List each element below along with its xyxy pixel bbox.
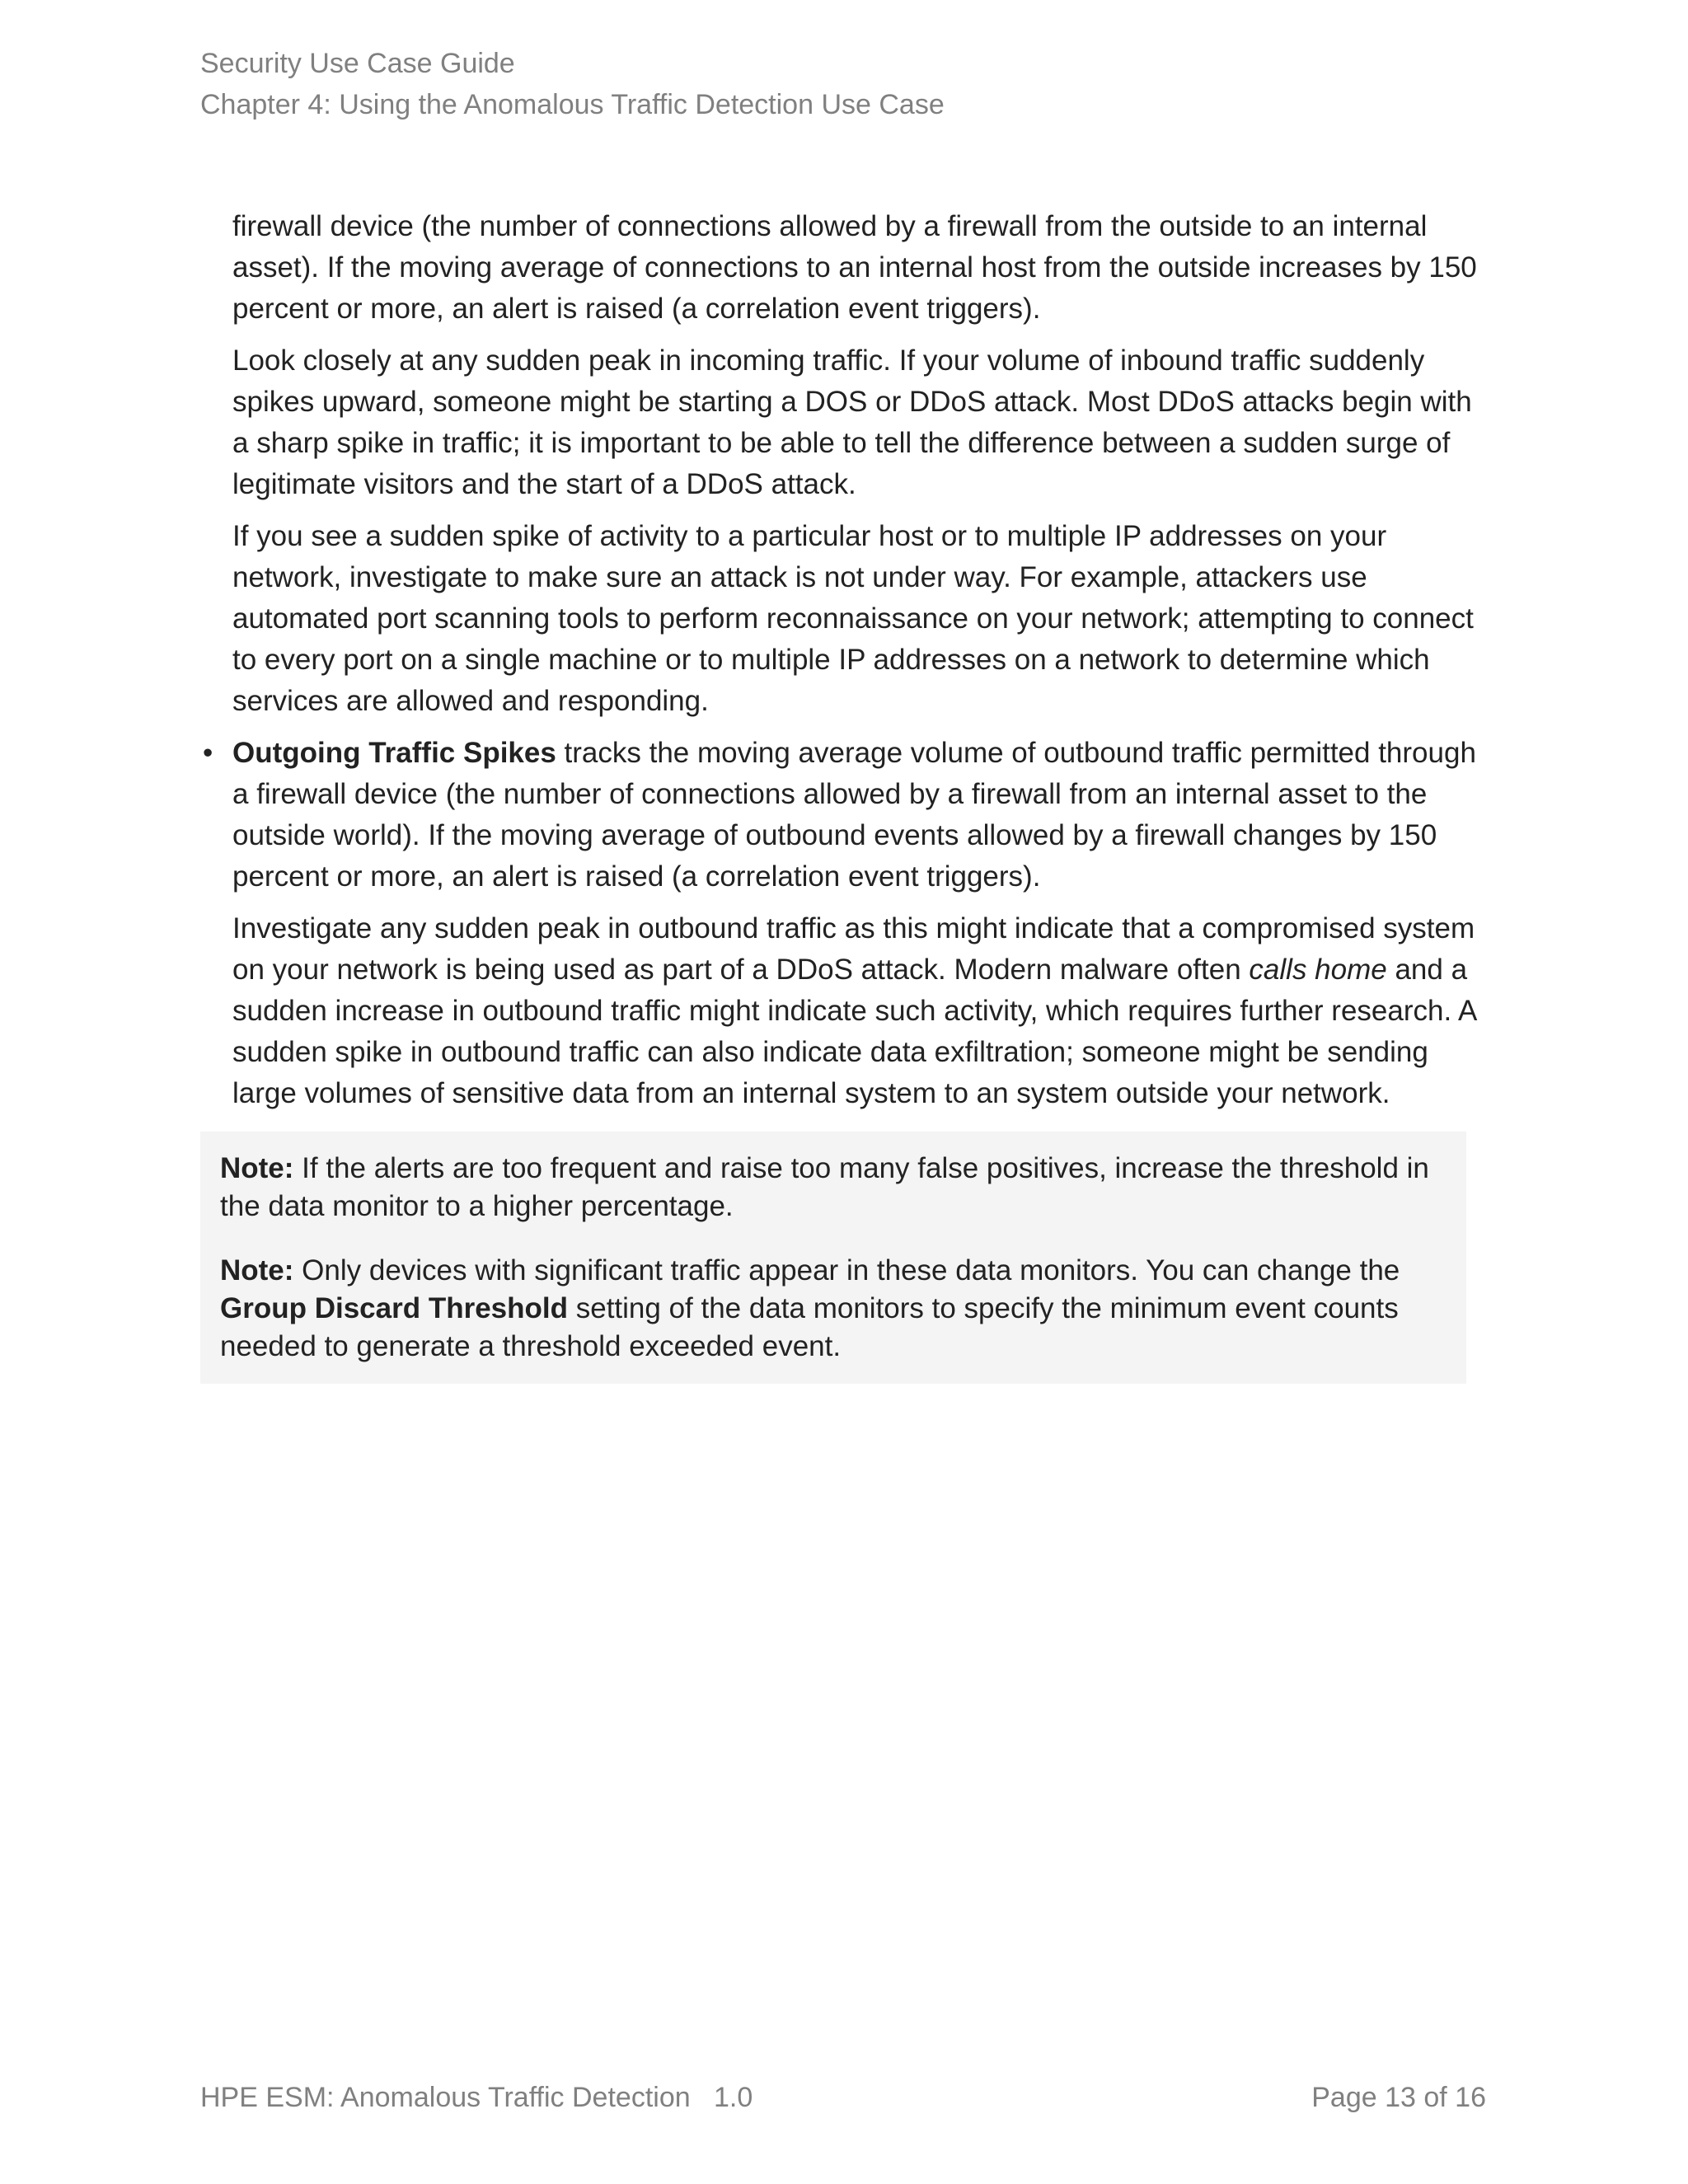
note-text: If the alerts are too frequent and raise too many false positives, increase the threshold in the data monitor to a higher percentage. [220, 1152, 1429, 1222]
bullet-text: tracks the moving average volume of outbound traffic permitted through a firewall device (the number of connections allowed by a firewall from an internal asset to the outside world). If the moving average of outbound events allowed by a firewall changes by 150 percent or more, an alert is raised (a correlation event triggers). [232, 737, 1476, 893]
paragraph-incoming-peak: Look closely at any sudden peak in incoming traffic. If your volume of inbound traffic suddenly spikes upward, someone might be starting a DOS or DDoS attack. Most DDoS attacks begin with a sharp spike in traffic; it is important to be able to tell the difference between a sudden surge of legitimate visitors and the start of a DDoS attack. [232, 344, 1472, 500]
note-setting-name: Group Discard Threshold [220, 1292, 568, 1324]
outgoing-text-before: Investigate any sudden peak in outbound traffic as this might indicate that a compromised system on your network is being used as part of a DDoS attack. Modern malware often [232, 912, 1475, 986]
chapter-title: Chapter 4: Using the Anomalous Traffic Detection Use Case [200, 89, 945, 120]
bullet-marker: • [203, 737, 213, 769]
outgoing-italic-term: calls home [1249, 954, 1387, 986]
page-header [200, 43, 945, 125]
footer-product: HPE ESM: Anomalous Traffic Detection 1.0 [200, 2082, 753, 2113]
note-text-after: setting of the data monitors to specify the minimum event counts needed to generate a threshold exceeded event. [220, 1292, 1399, 1362]
paragraph-incoming-definition: firewall device (the number of connections allowed by a firewall from the outside to an internal asset). If the moving average of connections to an internal host from the outside increases by 150 percent or more, an alert is raised (a correlation event triggers). [232, 210, 1477, 325]
note-label: Note: [220, 1254, 294, 1286]
outgoing-text-after: and a sudden increase in outbound traffic might indicate such activity, which requires further research. A sudden spike in outbound traffic can also indicate data exfiltration; someone might be sending large volumes of sensitive data from an internal system to an system outside your network. [232, 954, 1476, 1109]
document-title: Security Use Case Guide [200, 48, 515, 79]
paragraph-incoming-spike: If you see a sudden spike of activity to a particular host or to multiple IP addresses on your network, investigate to make sure an attack is not under way. For example, attackers use automated port scanning tools to perform reconnaissance on your network; attempting to connect to every port on a single machine or to multiple IP addresses on a network to determine which services are allowed and responding. [232, 520, 1474, 717]
bullet-paragraph [232, 733, 1486, 898]
page-content [200, 206, 1486, 1384]
bullet-outgoing-traffic-spikes [203, 733, 1486, 898]
note-text-before: Only devices with significant traffic appear in these data monitors. You can change the [293, 1254, 1400, 1286]
bullet-term: Outgoing Traffic Spikes [232, 737, 556, 769]
paragraph-outgoing-peak [232, 908, 1486, 1114]
page-number: Page 13 of 16 [1311, 2082, 1486, 2113]
body-text-block [203, 206, 1486, 1114]
note-box [200, 1132, 1466, 1384]
note-group-discard [220, 1252, 1447, 1366]
note-label: Note: [220, 1152, 294, 1184]
note-threshold [220, 1150, 1447, 1226]
